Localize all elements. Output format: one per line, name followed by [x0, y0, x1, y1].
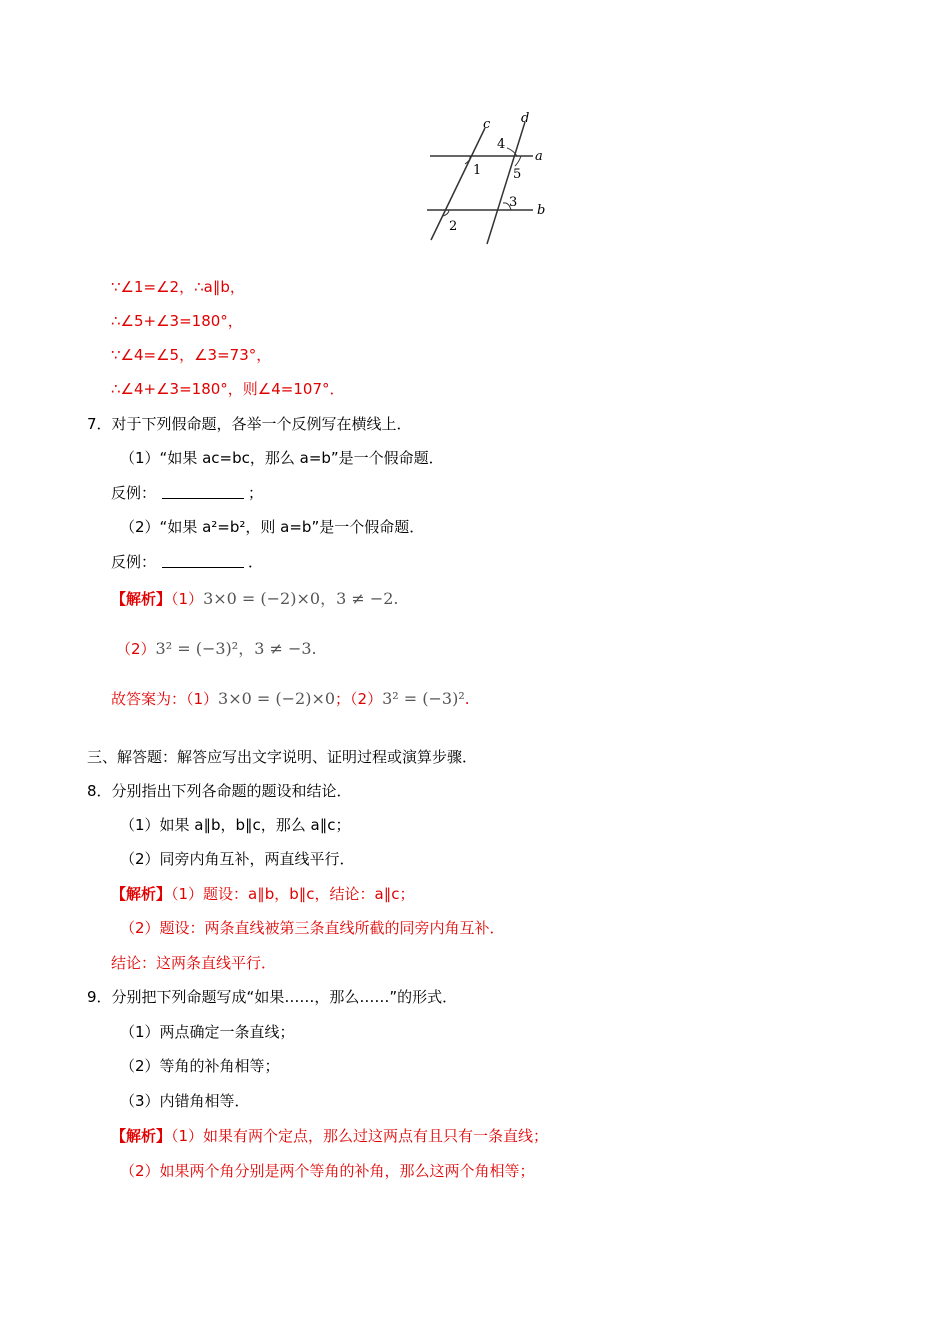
q7-title: 7．对于下列假命题，各举一个反例写在横线上． — [87, 415, 412, 433]
analysis-tag: 【解析】 — [111, 1127, 172, 1145]
label-c: c — [483, 117, 491, 132]
q8-title: 8．分别指出下列各命题的题设和结论． — [87, 782, 352, 800]
label-5: 5 — [513, 167, 522, 182]
label-3: 3 — [509, 195, 518, 210]
q7-counter2 — [111, 551, 263, 573]
label-4: 4 — [497, 137, 506, 152]
answer-math-2: 3² = (−3)² — [382, 689, 465, 708]
q9-part1: （1）两点确定一条直线； — [120, 1023, 295, 1041]
analysis-tag: 【解析】 — [111, 590, 172, 608]
proof-line-1: ∵∠1=∠2，∴a∥b， — [111, 278, 245, 296]
proof-line-4: ∴∠4+∠3=180°，则∠4=107°． — [111, 380, 345, 398]
q7-answer — [111, 688, 470, 710]
analysis-prefix: （2） — [116, 640, 156, 658]
answer-mid: ；（2） — [335, 690, 383, 708]
analysis-math: 3×0 = (−2)×0，3 ≠ −2. — [203, 589, 399, 608]
counter-label: 反例： — [111, 484, 157, 502]
analysis-text: （1）题设：a∥b，b∥c，结论：a∥c； — [171, 885, 415, 903]
q7-part1: （1）“如果 ac=bc，那么 a=b”是一个假命题． — [120, 449, 444, 467]
label-b: b — [537, 203, 546, 218]
proof-line-3: ∵∠4=∠5，∠3=73°， — [111, 346, 272, 364]
label-2: 2 — [449, 219, 458, 234]
parallel-lines-figure — [425, 108, 555, 248]
label-1: 1 — [473, 163, 482, 178]
q7-analysis-2 — [116, 638, 317, 660]
q9-analysis-1 — [111, 1125, 548, 1147]
answer-blank-2[interactable] — [162, 553, 244, 568]
q8-analysis-3: 结论：这两条直线平行． — [111, 954, 277, 972]
analysis-tag: 【解析】 — [111, 885, 172, 903]
q8-analysis-2: （2）题设：两条直线被第三条直线所截的同旁内角互补． — [120, 919, 505, 937]
end-mark: ； — [248, 484, 264, 502]
end-mark: ． — [248, 553, 264, 571]
counter-label: 反例： — [111, 553, 157, 571]
q8-analysis-1 — [111, 883, 414, 905]
q9-part3: （3）内错角相等． — [120, 1092, 250, 1110]
q7-analysis-1 — [111, 588, 399, 610]
q7-counter1 — [111, 482, 263, 504]
section-3-heading: 三、解答题：解答应写出文字说明、证明过程或演算步骤． — [87, 748, 478, 766]
angle-5-arc — [515, 156, 521, 166]
proof-line-2: ∴∠5+∠3=180°， — [111, 312, 243, 330]
q8-part1: （1）如果 a∥b，b∥c，那么 a∥c； — [120, 816, 351, 834]
answer-end: . — [464, 690, 470, 708]
analysis-text: （1）如果有两个定点，那么过这两点有且只有一条直线； — [171, 1127, 549, 1145]
q7-part2: （2）“如果 a²=b²，则 a=b”是一个假命题． — [120, 518, 425, 536]
q8-part2: （2）同旁内角互补，两直线平行． — [120, 850, 355, 868]
line-d — [487, 122, 525, 244]
answer-blank-1[interactable] — [162, 484, 244, 499]
label-d: d — [521, 111, 530, 126]
label-a: a — [535, 149, 543, 164]
analysis-prefix: （1） — [171, 590, 204, 608]
q9-title: 9．分别把下列命题写成“如果……，那么……”的形式． — [87, 988, 458, 1006]
answer-math-1: 3×0 = (−2)×0 — [218, 689, 336, 708]
line-c — [431, 128, 485, 240]
q9-analysis-2: （2）如果两个角分别是两个等角的补角，那么这两个角相等； — [120, 1162, 535, 1180]
answer-prefix: 故答案为：（1） — [111, 690, 219, 708]
analysis-math: 3² = (−3)²，3 ≠ −3. — [155, 639, 317, 658]
q9-part2: （2）等角的补角相等； — [120, 1057, 280, 1075]
